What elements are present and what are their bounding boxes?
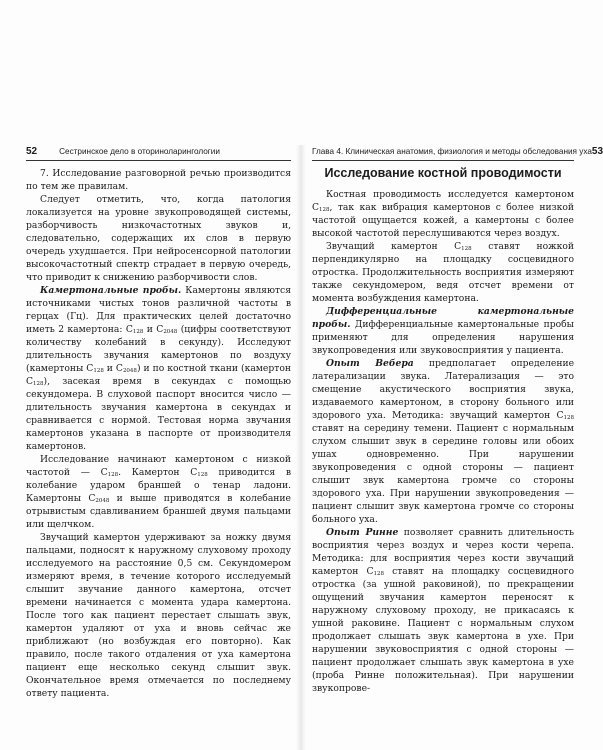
term-tuning-fork-tests: Камертональные пробы. — [40, 285, 182, 296]
left-page — [26, 145, 291, 740]
term-differential-tests: Дифференциальные камертональные пробы. — [312, 306, 574, 330]
right-page — [312, 145, 603, 740]
paragraph-speech-test: 7. Исследование разговорной речью производится по тем же правилам. — [26, 168, 291, 192]
paragraph-tuning-fork-tests: Камертональные пробы. Камертоны являются источниками чистых тонов различной частоты в герцах (Гц). Для практических целей достаточно иметь 2 камертона: $C_{128}$ и $C_{2048}$ (цифры соответствуют количеству колебаний в секунду). Исследуют длительность звучания камертонов по воздуху (камертоны $C_{128}$ и $C_{2048}$) и по костной ткани (камертон $C_{128}$), засекая время в секундах с помощью секундомера. В слуховой паспорт вносится число — длительность звучания камертона в секундах и сравнивается с нормой. Тестовая норма звучания камертонов указана в паспорте от производителя камертонов. — [26, 285, 291, 452]
paragraph-rinne-test: Опыт Ринне позволяет сравнить длительность восприятия через воздух и через кости черепа. Методика: для восприятия через кости звучащий камертон $C_{128}$ ставят на площадку сосцевидного отростка (за ушной раковиной), по прекращении ощущений звучания камертон переносят к наружному слуховому проходу, не прикасаясь к ушной раковине. Пациент с нормальным слухом продолжает слышать звук камертона в ухе. При нарушении звуковосприятия с одной стороны — пациент продолжает слышать звук камертона в ухе (проба Ринне положительная). При нарушении звукопрове- — [312, 527, 575, 694]
paragraph-bone-conduction: Костная проводимость исследуется камертоном $C_{128}$, так как вибрация камертонов с более низкой частотой ощущается кожей, а камертоны с более высокой частотой переслушиваются через воздух. — [312, 189, 574, 239]
paragraph-low-frequency-start: Исследование начинают камертоном с низкой частотой — $C_{128}$. Камертон $C_{128}$ приводится в колебание ударом браншей о тенар ладони. Камертоны $C_{2048}$ и выше приводятся в колебание отрывистым сдавливанием браншей двумя пальцами или щелчком. — [26, 454, 291, 530]
section-title: Исследование костной проводимости — [324, 166, 562, 180]
book-spread — [0, 145, 603, 750]
paragraph-mastoid-placement: Звучащий камертон $C_{128}$ ставят ножкой перпендикулярно на площадку сосцевидного отростка. Продолжительность восприятия измеряют также секундомером, ведя отсчет времени от момента возбуждения камертона. — [312, 241, 574, 304]
paragraph-differential-tests: Дифференциальные камертональные пробы. Дифференциальные камертональные пробы применяют для определения нарушения звукопроведения или звуковосприятия у пациента. — [312, 306, 574, 356]
right-page-number: 53 — [591, 146, 603, 157]
right-page-header — [312, 145, 603, 161]
left-page-header — [26, 145, 291, 161]
paragraph-measurement-procedure: Звучащий камертон удерживают за ножку двумя пальцами, подносят к наружному слуховому проходу исследуемого на расстояние 0,5 см. Секундомером измеряют время, в течение которого исследуемый слышит звучание данного камертона, отсчет времени начинается с момента удара камертона. После того как пациент перестает слышать звук, камертон удаляют от уха и вновь сейчас же приближают (но возбуждая его повторно). Как правило, после такого отдаления от уха камертона пациент еще несколько секунд слышит звук. Окончательное время отмечается по последнему ответу пациента. — [26, 532, 291, 699]
left-page-number: 52 — [26, 146, 38, 157]
left-running-head: Сестринское дело в оториноларингологии — [59, 147, 220, 156]
paragraph-weber-test: Опыт Вебера предполагает определение латерализации звука. Латерализация — это смещение акустического восприятия звука, издаваемого камертоном, в сторону больного или здорового уха. Методика: звучащий камертон $C_{128}$ ставят на середину темени. Пациент с нормальным слухом слышит звук в середине головы или обоих ушах одновременно. При нарушении звукопроведения с одной стороны — пациент слышит звук камертона громче со стороны здорового уха. При нарушении звукопроведения — пациент слышит звук камертона громче со стороны больного уха. — [312, 358, 574, 525]
term-weber-test: Опыт Вебера — [326, 358, 414, 369]
book-gutter — [296, 145, 306, 750]
paragraph-pathology-note: Следует отметить, что, когда патология локализуется на уровне звукопроводящей системы, разборчивость низкочастотных звуков и, следовательно, содержащих их слов в первую очередь ухудшается. При нейросенсорной патологии высокочастотный спектр страдает в первую очередь, что приводит к снижению разборчивости слов. — [26, 194, 291, 283]
right-running-head: Глава 4. Клиническая анатомия, физиология и методы обследования уха — [312, 147, 592, 156]
term-rinne-test: Опыт Ринне — [326, 527, 399, 538]
